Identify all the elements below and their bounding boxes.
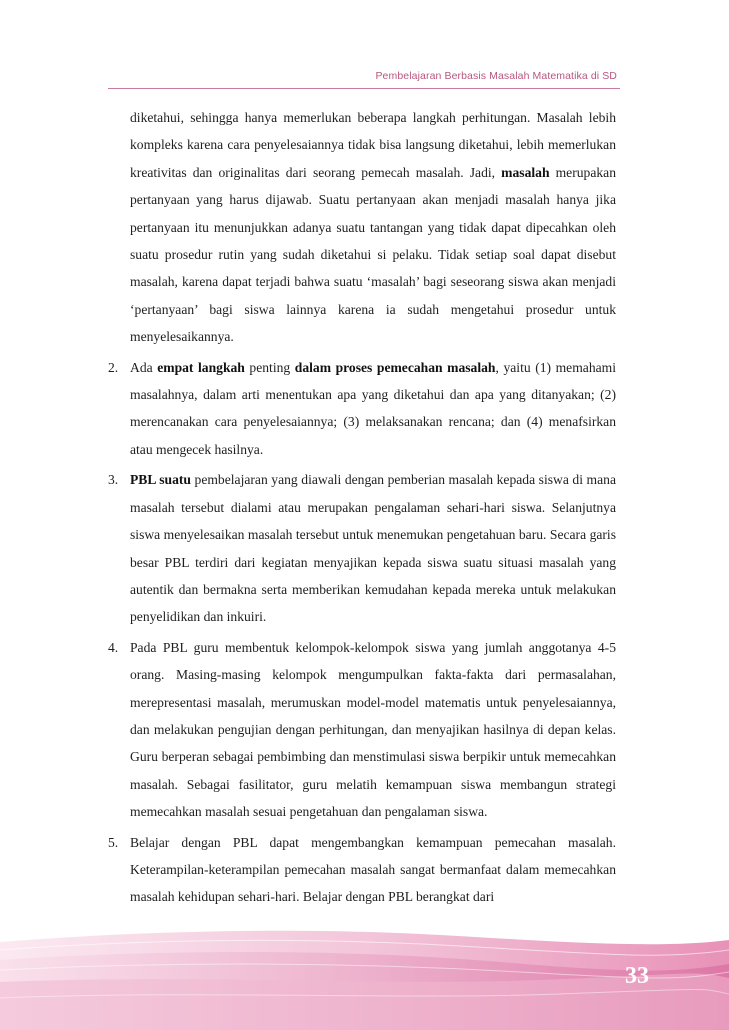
item-2-text-2: penting bbox=[244, 359, 295, 375]
list-item-5 bbox=[108, 829, 616, 911]
list-item-2 bbox=[108, 354, 616, 464]
item-2-text-1: Ada bbox=[130, 359, 158, 375]
intro-text-2: merupakan pertanyaan yang harus dijawab. Suatu pertanyaan akan menjadi masalah hanya jika pertanyaan itu menunjukkan adanya suatu tantangan yang tidak dapat dipecahkan oleh suatu prosedur rutin yang sudah diketahui si pelaku. Tidak setiap soal dapat disebut masalah, karena dapat terjadi bahwa suatu ‘masalah’ bagi seseorang siswa akan menjadi ‘pertanyaan’ bagi siswa lainnya karena ia sudah mengetahui prosedur untuk menyelesaikannya. bbox=[130, 164, 616, 345]
list-item-4 bbox=[108, 634, 616, 826]
list-item-3 bbox=[108, 466, 616, 630]
intro-text-1: diketahui, sehingga hanya memerlukan beberapa langkah perhitungan. Masalah lebih kompleks karena cara penyelesaiannya tidak bisa langsung diketahui, lebih memerlukan kreativitas dan originalitas dari seorang pemecah masalah. Jadi, bbox=[130, 110, 616, 180]
item-2-text-3: , yaitu (1) memahami masalahnya, dalam arti menentukan apa yang diketahui dan apa yang ditanyakan; (2) merencanakan cara penyelesaiannya; (3) melaksanakan rencana; dan (4) menafsirkan atau mengecek hasilnya. bbox=[130, 359, 616, 457]
item-2-bold-2: dalam proses pemecahan masalah bbox=[294, 359, 496, 375]
item-3-text-1: pembelajaran yang diawali dengan pemberian masalah kepada siswa di mana masalah tersebut dialami atau merupakan pengalaman sehari-hari siswa. Selanjutnya siswa menyelesaikan masalah tersebut untuk menemukan pengetahuan baru. Secara garis besar PBL terdiri dari kegiatan menyajikan kepada siswa suatu situasi masalah yang autentik dan bermakna serta memberikan kemudahan kepada mereka untuk melakukan penyelidikan dan inkuiri. bbox=[130, 472, 616, 625]
running-header-title: Pembelajaran Berbasis Masalah Matematika di SD bbox=[375, 70, 617, 82]
list-number: 5. bbox=[108, 834, 119, 850]
intro-bold-term: masalah bbox=[501, 164, 550, 180]
footer-wave-graphic bbox=[0, 920, 729, 1030]
list-number: 2. bbox=[108, 359, 119, 375]
item-3-bold-1: PBL suatu bbox=[130, 472, 191, 488]
header-divider bbox=[108, 88, 620, 89]
item-5-text-1: Belajar dengan PBL dapat mengembangkan kemampuan pemecahan masalah. Keterampilan-keterampilan pemecahan masalah sangat bermanfaat dalam memecahkan masalah kehidupan sehari-hari. Belajar dengan PBL berangkat dari bbox=[130, 834, 616, 905]
intro-paragraph bbox=[108, 104, 616, 351]
item-2-bold-1: empat langkah bbox=[157, 359, 245, 375]
page-number: 33 bbox=[625, 963, 649, 989]
page-body bbox=[108, 104, 616, 911]
footer-decorative-band bbox=[0, 920, 729, 1030]
item-4-text-1: Pada PBL guru membentuk kelompok-kelompok siswa yang jumlah anggotanya 4-5 orang. Masing-masing kelompok mengumpulkan fakta-fakta dari permasalahan, merepresentasi masalah, merumuskan model-model matematis untuk penyelesaiannya, dan melakukan pengujian dengan perhitungan, dan menyajikan hasilnya di depan kelas. Guru berperan sebagai pembimbing dan menstimulasi siswa berpikir untuk memecahkan masalah. Sebagai fasilitator, guru melatih kemampuan siswa membangun strategi memecahkan masalah sesuai pengetahuan dan pengalaman siswa. bbox=[130, 639, 616, 820]
list-number: 4. bbox=[108, 639, 119, 655]
list-number: 3. bbox=[108, 472, 119, 488]
